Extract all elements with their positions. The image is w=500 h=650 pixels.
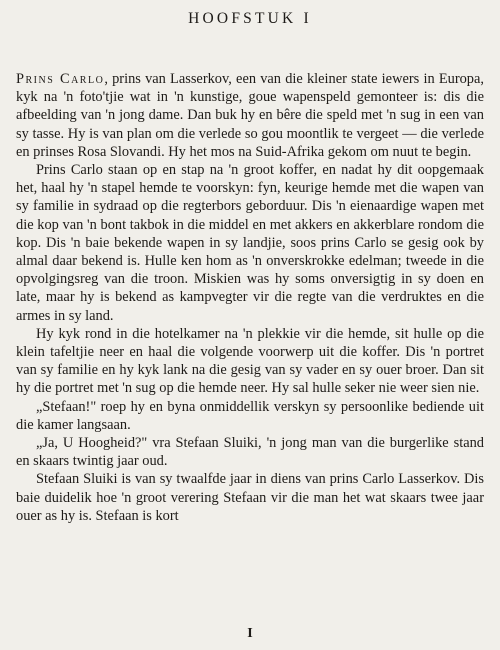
paragraph-3: Hy kyk rond in die hotelkamer na 'n plekkie vir die hemde, sit hulle op die klein tafeltjie neer en haal die volgende voorwerp uit die koffer. Dis 'n portret van sy familie en hy kyk lank na die gesig van sy vader en sy ouer broer. Dan sit hy die portret met 'n sug op die hemde neer. Hy sal hulle seker nie weer sien nie. bbox=[16, 325, 484, 397]
paragraph-6: Stefaan Sluiki is van sy twaalfde jaar in diens van prins Carlo Lasserkov. Dis baie duidelik hoe 'n groot verering Stefaan vir die man het wat skaars twee jaar ouer as hy is. Stefaan is kort bbox=[16, 471, 484, 524]
body-text bbox=[16, 70, 484, 525]
chapter-heading: HOOFSTUK I bbox=[188, 10, 312, 27]
paragraph-4: „Stefaan!" roep hy en byna onmiddellik verskyn sy persoonlike bediende uit die kamer langsaan. bbox=[16, 398, 484, 433]
paragraph-5: „Ja, U Hoogheid?" vra Stefaan Sluiki, 'n jong man van die burgerlike stand en skaars twintig jaar oud. bbox=[16, 435, 484, 470]
paragraph-1 bbox=[16, 70, 484, 161]
paragraph-2: Prins Carlo staan op en stap na 'n groot koffer, en nadat hy dit oopgemaak het, haal hy 'n stapel hemde te voorskyn: fyn, keurige hemde met die wapen van sy familie in sydraad op die regterbors geborduur. Dis 'n eienaardige wapen met die kop van 'n bont takbok in die middel en met akkers en akkerblare rondom die kop. Dis 'n baie bekende wapen in sy landjie, soos prins Carlo se gesig ook by almal daar bekend is. Hulle ken hom as 'n onverskrokke edelman; tweede in die opvolgingsreg van die troon. Miskien was hy soms onversigtig in sy doen en late, maar hy is bekend as kampvegter vir die regte van die verdruktes en die armes in sy land. bbox=[16, 162, 484, 324]
opening-small-caps: Prins Carlo bbox=[16, 71, 105, 87]
book-page bbox=[16, 8, 484, 642]
paragraph-1-text: , prins van Lasserkov, een van die kleiner state iewers in Europa, kyk na 'n foto'tjie wat in 'n kunstige, goue wapenspeld gemonteer is: dis die afbeelding van 'n jong dame. Dan buk hy en bêre die speld met 'n sug in een van sy tasse. Hy is van plan om die verlede so gou moontlik te vergeet — die verlede en prinses Rosa Slovandi. Hy het mos na Suid-Afrika gekom om nuut te begin. bbox=[16, 71, 484, 160]
page-number: I bbox=[247, 626, 253, 641]
